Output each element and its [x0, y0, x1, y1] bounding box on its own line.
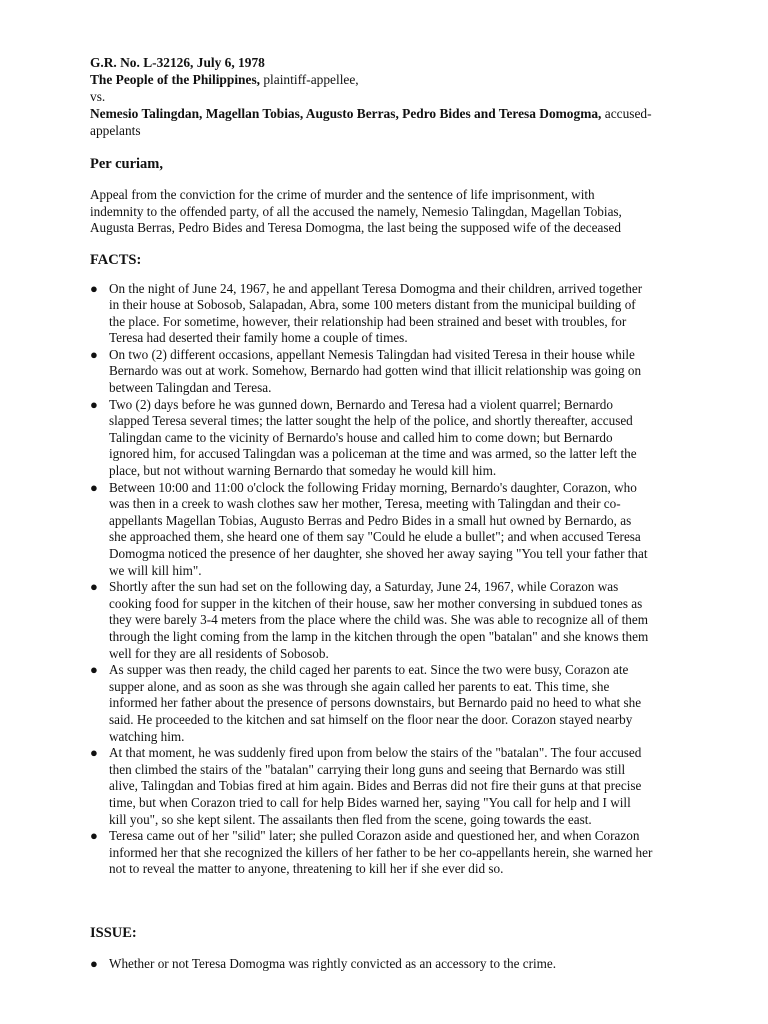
fact-item: [90, 480, 688, 580]
fact-line: said. He proceeded to the kitchen and sat himself on the floor near the door. Corazon stayed nearby: [109, 711, 633, 727]
fact-line: she approached them, she heard one of them say "Could he elude a bullet"; and when accused Teresa: [109, 529, 641, 545]
gr-number: G.R. No. L-32126, July 6, 1978: [90, 55, 265, 70]
fact-item: [90, 745, 688, 828]
fact-line: Bernardo was out at work. Somehow, Bernardo had gotten wind that illicit relationship was going on: [109, 363, 642, 379]
bullet-icon: ●: [90, 579, 98, 595]
fact-line: appellants Magellan Tobias, Augusto Berras and Pedro Bides in a small hut owned by Bernardo, as: [109, 512, 632, 528]
bullet-icon: ●: [90, 662, 98, 678]
fact-line: At that moment, he was suddenly fired upon from below the stairs of the "batalan". The four accused: [109, 745, 642, 761]
fact-line: time, but when Corazon tried to call for help Bides warned her, saying "You call for help and I will: [109, 794, 631, 810]
intro-paragraph: [90, 187, 688, 237]
fact-line: Between 10:00 and 11:00 o'clock the following Friday morning, Bernardo's daughter, Corazon, who: [109, 479, 637, 495]
fact-line: Two (2) days before he was gunned down, Bernardo and Teresa had a violent quarrel; Bernardo: [109, 396, 613, 412]
per-curiam-heading: Per curiam,: [90, 156, 164, 172]
fact-line: then climbed the stairs of the "batalan" carrying their long guns and seeing that Bernardo was still: [109, 761, 626, 777]
fact-item: [90, 828, 688, 878]
issue-line: Whether or not Teresa Domogma was rightly convicted as an accessory to the crime.: [109, 955, 557, 971]
issues-list: [90, 956, 688, 973]
fact-line: ignored him, for accused Talingdan was a policeman at the time and was armed, so the latter left the: [109, 446, 637, 462]
fact-line: not to reveal the matter to anyone, threatening to kill her if she ever did so.: [109, 861, 504, 877]
accused-names: Nemesio Talingdan, Magellan Tobias, Augusto Berras, Pedro Bides and Teresa Domogma,: [90, 106, 602, 121]
accused-role: accused-appelants: [90, 106, 652, 138]
fact-line: On two (2) different occasions, appellant Nemesis Talingdan had visited Teresa in their house while: [109, 346, 635, 362]
bullet-icon: ●: [90, 955, 98, 971]
bullet-icon: ●: [90, 745, 98, 761]
fact-line: Teresa had deserted their family home a couple of times.: [109, 330, 408, 346]
fact-line: informed her that she recognized the killers of her father to be her co-appellants herein, she warned her: [109, 844, 653, 860]
fact-line: place, but not without warning Bernardo that someday he would kill him.: [109, 463, 497, 479]
intro-line: Augusta Berras, Pedro Bides and Teresa Domogma, the last being the supposed wife of the deceased: [90, 220, 621, 235]
plaintiff-role: plaintiff-appellee,: [260, 72, 359, 87]
fact-line: between Talingdan and Teresa.: [109, 380, 272, 396]
fact-line: supper alone, and as soon as she was through she again called her parents to eat. This time, she: [109, 678, 610, 694]
case-header: [90, 54, 688, 139]
fact-line: watching him.: [109, 728, 185, 744]
fact-line: Teresa came out of her "silid" later; she pulled Corazon aside and questioned her, and when Corazon: [109, 828, 640, 844]
issue-item: [90, 956, 688, 973]
versus-label: vs.: [90, 89, 106, 104]
facts-heading: FACTS:: [90, 251, 142, 268]
bullet-icon: ●: [90, 479, 98, 495]
fact-line: On the night of June 24, 1967, he and appellant Teresa Domogma and their children, arrived together: [109, 280, 643, 296]
facts-list: [90, 281, 688, 878]
fact-line: As supper was then ready, the child caged her parents to eat. Since the two were busy, Corazon ate: [109, 662, 629, 678]
accused-line: [90, 105, 688, 139]
plaintiff-name: The People of the Philippines,: [90, 72, 260, 87]
fact-line: Talingdan came to the vicinity of Bernardo's house and called him to come down; but Bernardo: [109, 429, 613, 445]
intro-line: indemnity to the offended party, of all the accused the namely, Nemesio Talingdan, Magellan Tobias,: [90, 203, 622, 219]
fact-line: they were barely 3-4 meters from the place where the child was. She was able to recognize all of them: [109, 612, 649, 628]
fact-line: was then in a creek to wash clothes saw her mother, Teresa, meeting with Talingdan and their co-: [109, 496, 621, 512]
bullet-icon: ●: [90, 396, 98, 412]
fact-line: through the light coming from the lamp in the kitchen through the open "batalan" and she knows them: [109, 628, 649, 644]
bullet-icon: ●: [90, 346, 98, 362]
fact-line: we will kill him".: [109, 562, 202, 578]
fact-line: well for they are all residents of Sobosob.: [109, 645, 329, 661]
fact-line: alive, Talingdan and Tobias fired at him again. Bides and Berras did not fire their guns at that precise: [109, 778, 642, 794]
fact-line: the place. For sometime, however, their relationship had been strained and beset with troubles, for: [109, 313, 627, 329]
fact-line: Shortly after the sun had set on the following day, a Saturday, June 24, 1967, while Corazon was: [109, 579, 619, 595]
intro-line: Appeal from the conviction for the crime of murder and the sentence of life imprisonment, with: [90, 187, 595, 202]
fact-item: [90, 281, 688, 347]
bullet-icon: ●: [90, 828, 98, 844]
fact-item: [90, 347, 688, 397]
plaintiff-line: [90, 71, 688, 88]
fact-line: kill you", so she kept silent. The assailants then fled from the scene, going towards the east.: [109, 811, 592, 827]
fact-item: [90, 579, 688, 662]
fact-item: [90, 397, 688, 480]
bullet-icon: ●: [90, 280, 98, 296]
issue-heading: ISSUE:: [90, 924, 137, 941]
fact-line: informed her father about the presence of persons downstairs, but Bernardo paid no heed to what she: [109, 695, 642, 711]
fact-item: [90, 662, 688, 745]
fact-line: cooking food for supper in the kitchen of their house, saw her mother conversing in subdued tones as: [109, 595, 643, 611]
fact-line: in their house at Sobosob, Salapadan, Abra, some 100 meters distant from the municipal building of: [109, 297, 636, 313]
fact-line: slapped Teresa several times; the latter sought the help of the police, and shortly thereafter, accused: [109, 413, 633, 429]
fact-line: Domogma noticed the presence of her daughter, she shoved her away saying "You tell your father that: [109, 546, 648, 561]
